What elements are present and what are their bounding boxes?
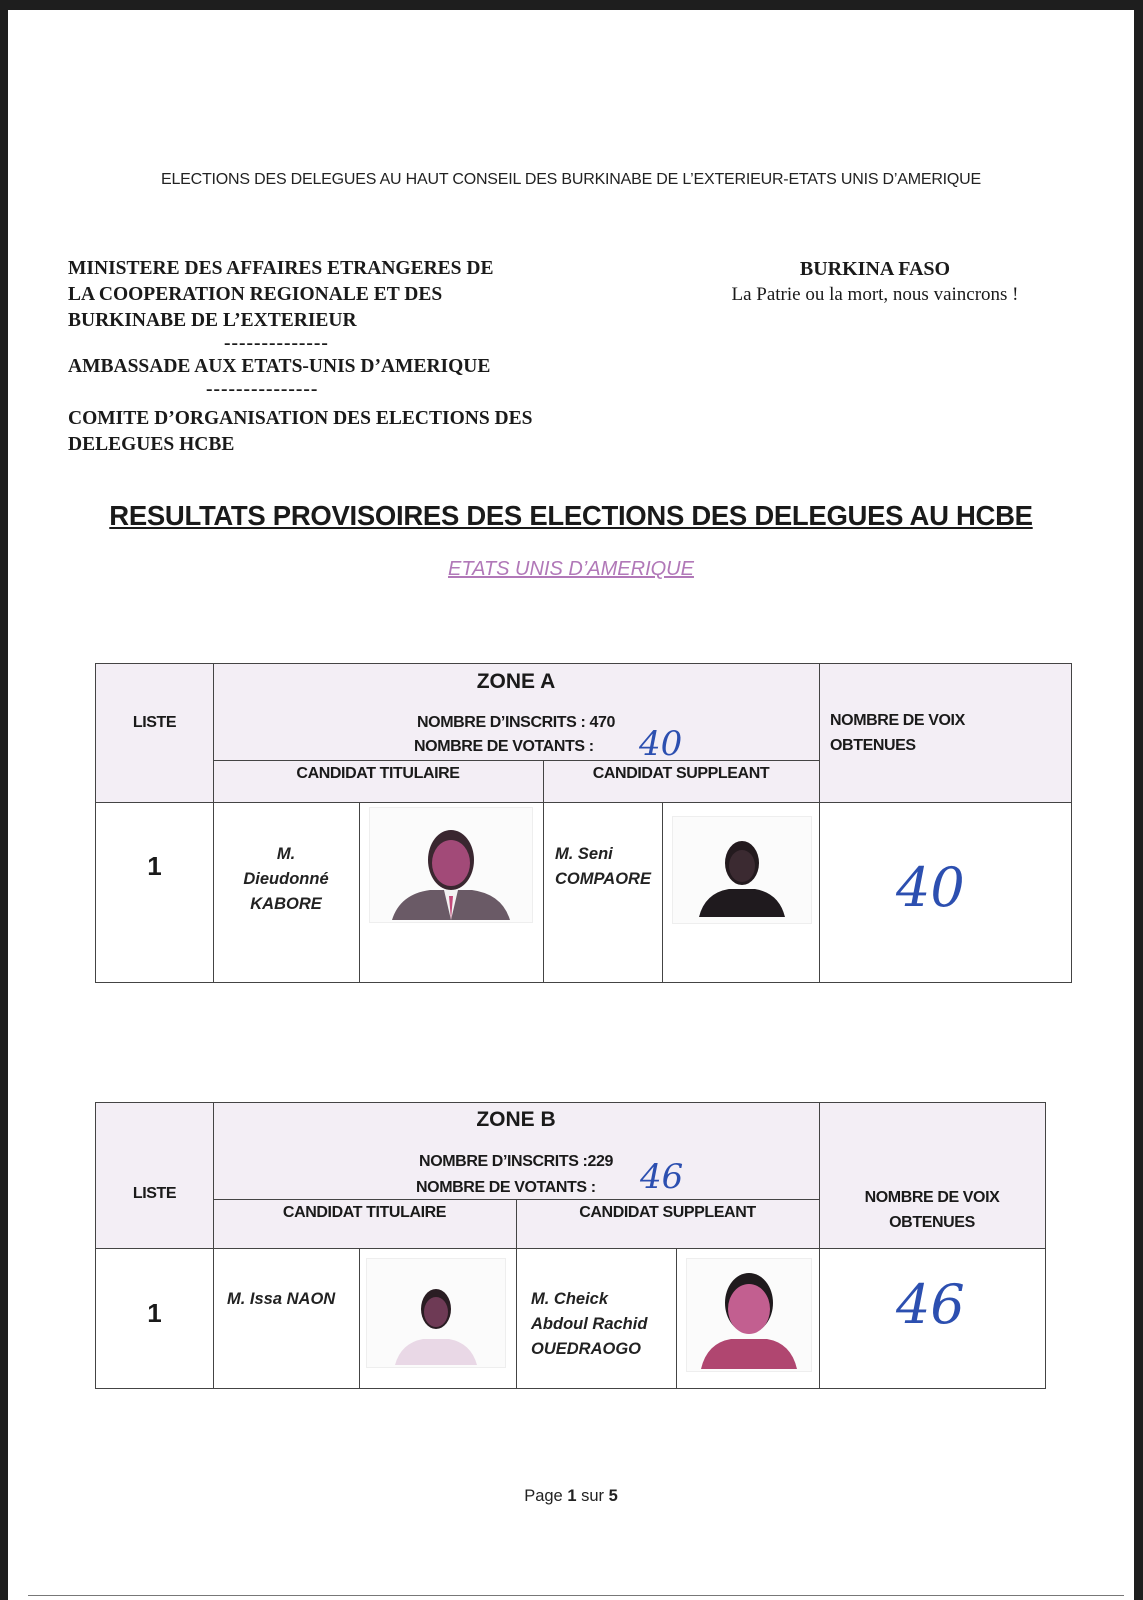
voix-header-line-1: NOMBRE DE VOIX <box>830 712 965 729</box>
liste-number: 1 <box>147 851 162 881</box>
liste-number: 1 <box>147 1298 162 1328</box>
zone-a-table <box>95 663 1072 983</box>
suppleant-name-line-2: Abdoul Rachid <box>531 1315 648 1333</box>
suppleant-name-line-2: COMPAORE <box>555 870 651 888</box>
titulaire-name-line-1: M. Issa NAON <box>227 1290 336 1308</box>
titulaire-name-line-1: M. <box>276 845 296 863</box>
titulaire-name <box>227 1287 335 1312</box>
liste-header: LISTE <box>132 1185 177 1202</box>
suppleant-photo <box>686 1258 812 1372</box>
voix-handwritten: 40 <box>896 856 965 919</box>
footer-sur: sur <box>581 1487 605 1505</box>
person-photo-icon <box>687 1259 811 1371</box>
titulaire-name-line-3: KABORE <box>250 895 322 913</box>
ministry-block <box>68 256 628 458</box>
voix-header-line-2: OBTENUES <box>889 1214 975 1231</box>
page-title: RESULTATS PROVISOIRES DES ELECTIONS DES DELEGUES AU HCBE <box>109 500 1033 531</box>
committee-line-2: DELEGUES HCBE <box>68 434 235 455</box>
suppleant-photo <box>672 816 812 924</box>
page-footer <box>8 1487 1134 1506</box>
titulaire-header: CANDIDAT TITULAIRE <box>282 1204 447 1221</box>
footer-page-label: Page <box>524 1487 563 1505</box>
ministry-line-2: LA COOPERATION REGIONALE ET DES <box>68 284 443 305</box>
titulaire-header: CANDIDAT TITULAIRE <box>296 765 460 782</box>
separator-2: --------------- <box>206 379 319 400</box>
suppleant-name <box>555 842 651 892</box>
committee-line-1: COMITE D’ORGANISATION DES ELECTIONS DES <box>68 408 533 429</box>
ministry-line-3: BURKINABE DE L’EXTERIEUR <box>68 310 357 331</box>
suppleant-name-line-1: M. Cheick <box>531 1290 609 1308</box>
country-name: BURKINA FASO <box>799 258 951 280</box>
titulaire-photo <box>369 807 533 923</box>
titulaire-photo <box>366 1258 506 1368</box>
header-line: ELECTIONS DES DELEGUES AU HAUT CONSEIL DES BURKINABE DE L’EXTERIEUR-ETATS UNIS D’AMERIQUE <box>160 171 981 188</box>
votants-label: NOMBRE DE VOTANTS : <box>416 1179 596 1196</box>
document-page <box>8 10 1134 1600</box>
votants-handwritten: 46 <box>640 1157 684 1197</box>
titulaire-name <box>213 842 359 917</box>
titulaire-name-line-2: Dieudonné <box>243 870 329 888</box>
suppleant-name <box>531 1287 647 1362</box>
footer-page-number: 1 <box>567 1487 577 1505</box>
country-block <box>698 256 1052 308</box>
person-photo-icon <box>367 1259 505 1367</box>
country-motto: La Patrie ou la mort, nous vaincrons ! <box>731 284 1019 305</box>
inscrits-label: NOMBRE D’INSCRITS : 470 <box>417 714 615 731</box>
person-photo-icon <box>370 808 532 922</box>
liste-header: LISTE <box>132 714 177 731</box>
page-subtitle: ETATS UNIS D’AMERIQUE <box>448 558 694 580</box>
suppleant-name-line-1: M. Seni <box>555 845 613 863</box>
ministry-line-1: MINISTERE DES AFFAIRES ETRANGERES DE <box>68 258 494 279</box>
footer-page-total: 5 <box>608 1487 618 1505</box>
separator-1: -------------- <box>224 333 329 354</box>
voix-header-line-2: OBTENUES <box>830 737 916 754</box>
suppleant-name-line-3: OUEDRAOGO <box>531 1340 642 1358</box>
votants-handwritten: 40 <box>639 724 683 764</box>
voix-header-line-1: NOMBRE DE VOIX <box>864 1189 1000 1206</box>
votants-label: NOMBRE DE VOTANTS : <box>414 738 594 755</box>
voix-handwritten: 46 <box>896 1273 965 1336</box>
zone-name: ZONE B <box>476 1108 556 1131</box>
bottom-divider <box>28 1595 1124 1596</box>
inscrits-label: NOMBRE D’INSCRITS :229 <box>419 1153 613 1170</box>
zone-b-table <box>95 1102 1046 1389</box>
zone-name: ZONE A <box>476 670 556 693</box>
person-photo-icon <box>673 817 811 923</box>
voix-header <box>819 1185 1045 1235</box>
suppleant-header: CANDIDAT SUPPLEANT <box>592 765 770 782</box>
suppleant-header: CANDIDAT SUPPLEANT <box>579 1204 756 1221</box>
voix-header <box>830 708 965 758</box>
embassy-line: AMBASSADE AUX ETATS-UNIS D’AMERIQUE <box>68 356 491 377</box>
